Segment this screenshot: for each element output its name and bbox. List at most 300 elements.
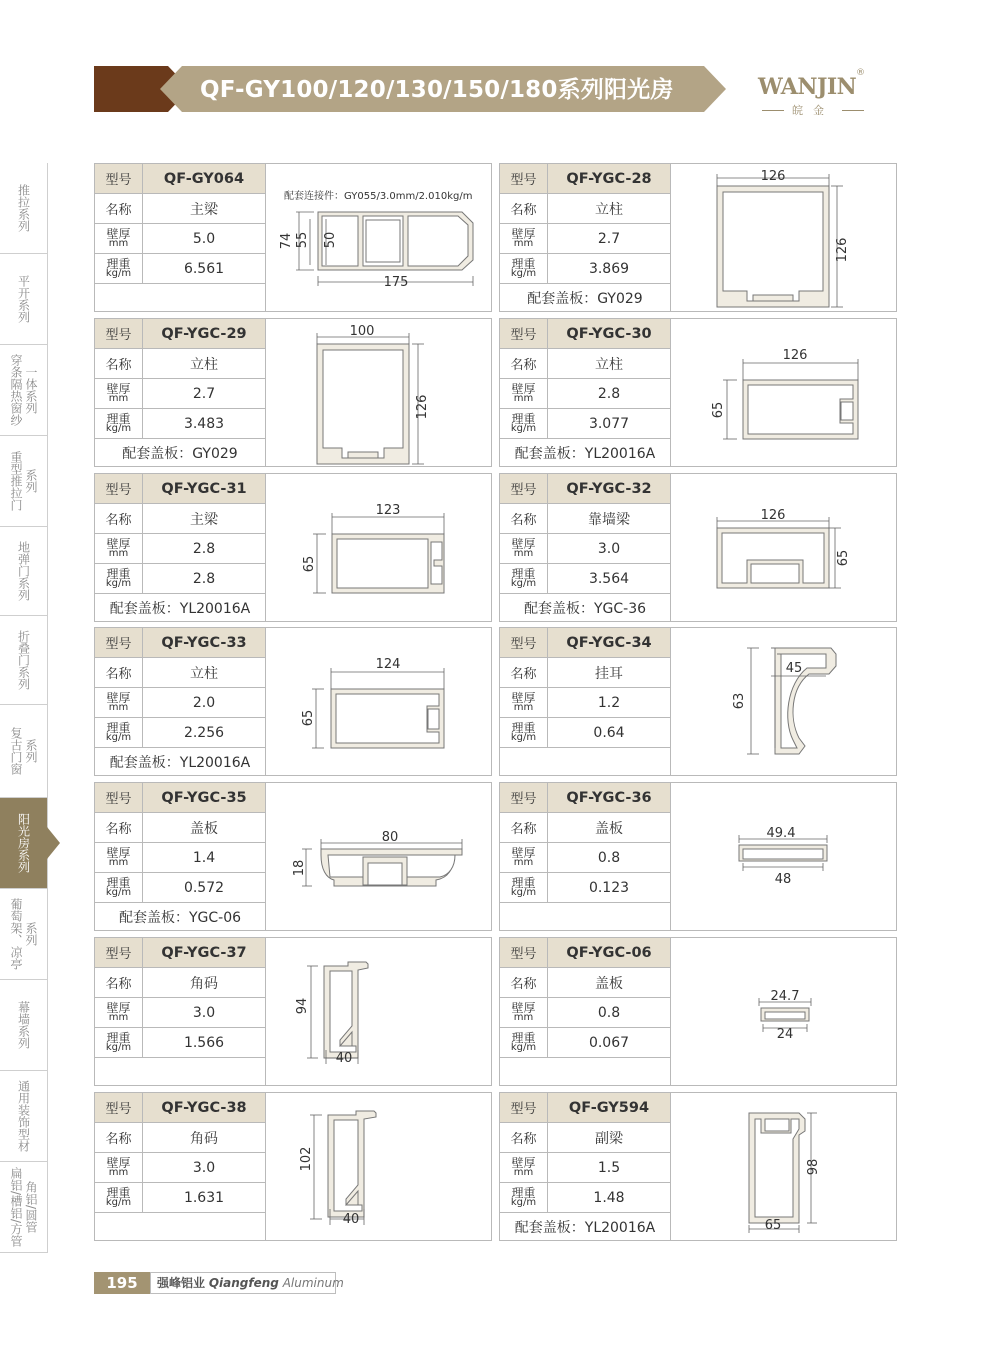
spec-key-wall — [95, 688, 143, 717]
dimension-label: 98 — [806, 1158, 821, 1176]
wall-unit: mm — [108, 702, 129, 713]
spec-row-wall — [95, 224, 265, 254]
product-name: 角码 — [190, 975, 218, 992]
spec-key-wall — [500, 688, 548, 717]
spec-key-weight — [95, 564, 143, 593]
dimension-label: 124 — [375, 657, 401, 672]
sidebar-tab-label: 扁铝/槽铝/方管 — [9, 1166, 23, 1248]
spec-row-wall — [95, 688, 265, 718]
spec-key-wall — [500, 843, 548, 872]
weight-unit: kg/m — [510, 1197, 537, 1208]
wall-label: 壁厚 — [106, 227, 131, 241]
model-number: QF-YGC-36 — [566, 789, 652, 806]
weight-label: 理重 — [511, 721, 536, 735]
spec-row-wall — [500, 224, 670, 254]
sidebar-tab-10[interactable] — [0, 1071, 47, 1162]
dimension-label: 126 — [760, 169, 786, 184]
product-name: 挂耳 — [595, 665, 623, 682]
product-card — [94, 163, 492, 312]
profile-cross-section — [266, 628, 491, 775]
wall-label: 壁厚 — [511, 1001, 536, 1015]
spec-row-model — [95, 1093, 265, 1123]
wall-label: 壁厚 — [511, 537, 536, 551]
spec-row-model — [500, 938, 670, 968]
weight-label: 理重 — [106, 257, 131, 271]
profile-drawing — [266, 474, 491, 621]
sidebar-tab-label: 角铝/圆管 — [24, 1180, 38, 1234]
weight-label: 理重 — [106, 567, 131, 581]
weight-label: 理重 — [106, 721, 131, 735]
wall-label: 壁厚 — [106, 1001, 131, 1015]
profile-drawing — [266, 1093, 491, 1240]
spec-row-name — [95, 813, 265, 843]
profile-drawing — [671, 938, 896, 1085]
spec-table — [500, 474, 671, 621]
spec-row-name — [95, 1123, 265, 1153]
spec-key-model: 型号 — [500, 319, 548, 348]
registered-mark: ® — [856, 68, 865, 78]
profile-drawing — [671, 783, 896, 930]
weight-unit: kg/m — [105, 1042, 132, 1053]
spec-row-wall — [95, 998, 265, 1028]
spec-table — [95, 1093, 266, 1240]
spec-row-weight — [500, 1028, 670, 1058]
spec-key-name: 名称 — [500, 968, 548, 997]
theoretical-weight: 2.256 — [183, 724, 225, 741]
dimension-label: 48 — [774, 872, 792, 887]
sidebar-tab-4[interactable] — [0, 527, 47, 616]
weight-unit: kg/m — [105, 578, 132, 589]
spec-row-weight — [500, 564, 670, 594]
dimension-label: 102 — [299, 1146, 314, 1172]
product-name: 立柱 — [190, 665, 218, 682]
profile-cross-section — [266, 474, 491, 621]
wall-thickness: 5.0 — [192, 230, 216, 247]
spec-key-wall — [95, 1153, 143, 1182]
weight-unit: kg/m — [510, 578, 537, 589]
theoretical-weight: 1.631 — [183, 1189, 225, 1206]
weight-unit: kg/m — [510, 268, 537, 279]
spec-row-weight — [500, 1183, 670, 1213]
matching-cover-note — [500, 1058, 670, 1085]
profile-cross-section — [671, 628, 896, 775]
spec-row-wall — [500, 1153, 670, 1183]
logo-subtext: 皖金 — [792, 104, 834, 117]
spec-table — [95, 164, 266, 311]
profile-cross-section — [671, 319, 896, 466]
spec-table — [500, 1093, 671, 1240]
profile-cross-section — [266, 783, 491, 930]
spec-row-weight — [95, 254, 265, 284]
spec-row-wall — [500, 998, 670, 1028]
dimension-label: 18 — [292, 859, 307, 877]
wall-unit: mm — [513, 857, 534, 868]
model-number: QF-YGC-29 — [161, 325, 247, 342]
product-name: 主梁 — [190, 201, 218, 218]
model-number: QF-YGC-37 — [161, 944, 247, 961]
dimension-label: 55 — [295, 231, 310, 249]
spec-row-weight — [500, 873, 670, 903]
model-number: QF-YGC-35 — [161, 789, 247, 806]
product-name: 靠墙梁 — [588, 511, 630, 528]
profile-drawing — [671, 628, 896, 775]
weight-label: 理重 — [511, 257, 536, 271]
dimension-label: 65 — [764, 1218, 782, 1233]
model-number: QF-GY594 — [568, 1099, 650, 1116]
model-number: QF-YGC-33 — [161, 634, 247, 651]
matching-cover-note: 配套盖板：YL20016A — [514, 445, 656, 462]
spec-key-name: 名称 — [95, 658, 143, 687]
spec-key-wall — [95, 224, 143, 253]
wall-label: 壁厚 — [511, 691, 536, 705]
wall-thickness: 2.8 — [192, 540, 216, 557]
product-card — [499, 163, 897, 312]
spec-key-model: 型号 — [500, 938, 548, 967]
spec-row-wall — [500, 688, 670, 718]
product-card — [499, 782, 897, 931]
product-card — [499, 627, 897, 776]
spec-key-weight — [95, 254, 143, 283]
spec-row-weight — [95, 564, 265, 594]
dimension-label: 24.7 — [770, 989, 800, 1004]
sidebar-tab-9[interactable] — [0, 980, 47, 1071]
spec-key-weight — [500, 1183, 548, 1212]
dimension-label: 175 — [383, 275, 409, 290]
spec-row-model — [95, 783, 265, 813]
weight-unit: kg/m — [510, 887, 537, 898]
sidebar-tab-label: 一体系列 — [24, 366, 38, 414]
model-number: QF-YGC-31 — [161, 480, 247, 497]
wall-thickness: 2.7 — [192, 385, 216, 402]
weight-label: 理重 — [106, 876, 131, 890]
sidebar-tab-label: 平开系列 — [16, 275, 31, 323]
dimension-label: 80 — [381, 830, 399, 845]
company-name-en-bold: Qiangfeng — [208, 1276, 279, 1290]
weight-unit: kg/m — [105, 732, 132, 743]
wall-label: 壁厚 — [106, 537, 131, 551]
sidebar-tab-5[interactable] — [0, 616, 47, 705]
wall-thickness: 3.0 — [192, 1159, 216, 1176]
product-name: 立柱 — [595, 201, 623, 218]
spec-key-model: 型号 — [95, 164, 143, 193]
company-name-en — [209, 1276, 344, 1290]
spec-key-weight — [95, 1028, 143, 1057]
profile-drawing — [266, 319, 491, 466]
spec-key-model: 型号 — [95, 783, 143, 812]
spec-table — [500, 783, 671, 930]
model-number: QF-YGC-28 — [566, 170, 652, 187]
wall-thickness: 1.4 — [192, 849, 216, 866]
spec-table — [95, 319, 266, 466]
spec-key-model: 型号 — [95, 474, 143, 503]
dimension-label: 40 — [335, 1051, 353, 1066]
wall-thickness: 1.5 — [597, 1159, 621, 1176]
spec-key-wall — [500, 534, 548, 563]
spec-key-model: 型号 — [95, 1093, 143, 1122]
sidebar-tab-label: 阳光房系列 — [16, 813, 31, 873]
spec-key-name: 名称 — [500, 813, 548, 842]
spec-row-name — [500, 813, 670, 843]
wall-unit: mm — [513, 238, 534, 249]
wall-thickness: 0.8 — [597, 849, 621, 866]
spec-row-wall — [95, 534, 265, 564]
product-card — [499, 937, 897, 1086]
spec-row-weight — [500, 409, 670, 439]
spec-key-model: 型号 — [500, 164, 548, 193]
spec-row-weight — [95, 873, 265, 903]
spec-key-name: 名称 — [500, 504, 548, 533]
weight-unit: kg/m — [105, 423, 132, 434]
spec-row-model — [95, 938, 265, 968]
wall-label: 壁厚 — [511, 227, 536, 241]
model-number: QF-YGC-34 — [566, 634, 652, 651]
sidebar-tab-label: 葡萄架、凉亭 — [9, 898, 23, 970]
spec-row-name — [95, 194, 265, 224]
profile-cross-section — [671, 1093, 896, 1240]
category-sidebar — [0, 163, 48, 1253]
theoretical-weight: 0.123 — [588, 879, 630, 896]
weight-label: 理重 — [106, 1031, 131, 1045]
profile-drawing — [671, 1093, 896, 1240]
spec-table — [95, 938, 266, 1085]
spec-key-wall — [500, 224, 548, 253]
model-number: QF-YGC-06 — [566, 944, 652, 961]
page-number: 195 — [94, 1272, 150, 1294]
dimension-label: 126 — [835, 237, 850, 263]
wall-unit: mm — [513, 393, 534, 404]
dimension-label: 123 — [375, 503, 401, 518]
spec-key-name: 名称 — [95, 194, 143, 223]
company-name: 强峰铝业 — [157, 1276, 206, 1290]
wall-thickness: 3.0 — [192, 1004, 216, 1021]
dimension-label: 65 — [301, 709, 316, 727]
profile-cross-section — [671, 938, 896, 1085]
weight-label: 理重 — [106, 412, 131, 426]
dimension-label: 126 — [760, 508, 786, 523]
wall-unit: mm — [108, 238, 129, 249]
profile-drawing — [266, 938, 491, 1085]
dimension-label: 50 — [323, 231, 338, 249]
spec-row-name — [500, 968, 670, 998]
profile-cross-section — [671, 474, 896, 621]
wall-unit: mm — [108, 1167, 129, 1178]
product-name: 立柱 — [190, 356, 218, 373]
weight-unit: kg/m — [105, 1197, 132, 1208]
spec-row-name — [500, 1123, 670, 1153]
spec-row-wall — [95, 843, 265, 873]
connector-note: 配套连接件：GY055/3.0mm/2.010kg/m — [284, 191, 473, 202]
spec-row-model — [500, 319, 670, 349]
wall-unit: mm — [513, 702, 534, 713]
wall-thickness: 2.7 — [597, 230, 621, 247]
spec-key-name: 名称 — [95, 1123, 143, 1152]
dimension-label: 49.4 — [766, 826, 796, 841]
matching-cover-note: 配套盖板：YGC-36 — [523, 600, 647, 617]
page-title: QF-GY100/120/130/150/180系列阳光房 — [200, 77, 674, 103]
sidebar-tab-label: 系列 — [24, 469, 38, 493]
spec-key-weight — [95, 409, 143, 438]
matching-cover-note: 配套盖板：YL20016A — [109, 754, 251, 771]
spec-row-model — [95, 164, 265, 194]
dimension-label: 65 — [302, 555, 317, 573]
sidebar-tab-label: 地弹门系列 — [16, 541, 31, 601]
model-number: QF-YGC-30 — [566, 325, 652, 342]
sidebar-tab-label: 系列 — [24, 922, 38, 946]
dimension-label: 65 — [711, 401, 726, 419]
wall-label: 壁厚 — [106, 691, 131, 705]
spec-key-wall — [500, 1153, 548, 1182]
spec-key-name: 名称 — [500, 194, 548, 223]
spec-row-model — [500, 1093, 670, 1123]
theoretical-weight: 3.483 — [183, 415, 225, 432]
product-name: 角码 — [190, 1130, 218, 1147]
spec-table — [95, 474, 266, 621]
spec-key-wall — [95, 843, 143, 872]
profile-drawing — [266, 628, 491, 775]
weight-label: 理重 — [511, 567, 536, 581]
matching-cover-note: 配套盖板：YL20016A — [109, 600, 251, 617]
product-name: 盖板 — [190, 820, 218, 837]
spec-row-name — [95, 349, 265, 379]
spec-row-weight — [95, 1183, 265, 1213]
dimension-label: 94 — [295, 997, 310, 1015]
dimension-label: 45 — [785, 661, 803, 676]
spec-key-wall — [95, 534, 143, 563]
spec-key-name: 名称 — [95, 504, 143, 533]
matching-cover-note: 配套盖板：YGC-06 — [118, 909, 242, 926]
profile-drawing — [671, 164, 896, 311]
spec-key-name: 名称 — [500, 349, 548, 378]
spec-key-weight — [95, 718, 143, 747]
spec-row-weight — [500, 718, 670, 748]
spec-row-model — [95, 474, 265, 504]
sidebar-tab-2[interactable] — [0, 345, 47, 436]
weight-label: 理重 — [511, 1186, 536, 1200]
wall-label: 壁厚 — [511, 846, 536, 860]
spec-row-wall — [500, 379, 670, 409]
sidebar-tab-label: 复古门窗 — [9, 727, 23, 775]
dimension-label: 74 — [279, 232, 294, 250]
spec-key-weight — [500, 564, 548, 593]
sidebar-tab-6[interactable] — [0, 705, 47, 798]
header-accent-block — [94, 66, 168, 112]
company-footer — [150, 1272, 344, 1294]
product-card — [94, 318, 492, 467]
weight-unit: kg/m — [105, 268, 132, 279]
product-card — [94, 1092, 492, 1241]
sidebar-tab-label: 穿条隔热窗纱 — [9, 354, 23, 426]
spec-key-model: 型号 — [95, 628, 143, 657]
profile-drawing — [266, 783, 491, 930]
sidebar-tab-11[interactable] — [0, 1162, 47, 1253]
wall-label: 壁厚 — [511, 382, 536, 396]
matching-cover-note — [95, 1058, 265, 1085]
weight-label: 理重 — [511, 876, 536, 890]
profile-cross-section — [266, 1093, 491, 1240]
product-card — [94, 782, 492, 931]
spec-row-model — [500, 164, 670, 194]
profile-cross-section — [266, 319, 491, 466]
profile-drawing — [671, 474, 896, 621]
profile-drawing — [266, 164, 491, 311]
wall-unit: mm — [108, 1012, 129, 1023]
product-name: 主梁 — [190, 511, 218, 528]
weight-unit: kg/m — [105, 887, 132, 898]
product-card — [94, 627, 492, 776]
wall-unit: mm — [513, 1012, 534, 1023]
spec-key-model: 型号 — [500, 783, 548, 812]
product-card — [94, 937, 492, 1086]
wall-thickness: 2.0 — [192, 694, 216, 711]
spec-row-weight — [95, 409, 265, 439]
logo-rule-right — [842, 110, 864, 111]
wall-thickness: 2.8 — [597, 385, 621, 402]
wall-thickness: 1.2 — [597, 694, 621, 711]
sidebar-tab-label: 系列 — [24, 739, 38, 763]
theoretical-weight: 0.64 — [593, 724, 625, 741]
dimension-label: 24 — [776, 1027, 794, 1042]
sidebar-tab-3[interactable] — [0, 436, 47, 527]
spec-key-wall — [95, 998, 143, 1027]
product-name: 盖板 — [595, 975, 623, 992]
spec-key-weight — [95, 873, 143, 902]
spec-table — [500, 628, 671, 775]
model-number: QF-GY064 — [163, 170, 245, 187]
profile-cross-section — [671, 164, 896, 311]
sidebar-tab-0[interactable] — [0, 163, 47, 254]
company-name-en-light: Aluminum — [282, 1276, 344, 1290]
spec-key-name: 名称 — [500, 658, 548, 687]
matching-cover-note — [500, 903, 670, 930]
sidebar-tab-label: 幕墙系列 — [16, 1001, 31, 1049]
dimension-label: 63 — [732, 692, 747, 710]
spec-row-name — [95, 504, 265, 534]
spec-key-weight — [500, 409, 548, 438]
model-number: QF-YGC-32 — [566, 480, 652, 497]
wall-unit: mm — [108, 393, 129, 404]
wall-label: 壁厚 — [106, 846, 131, 860]
spec-row-wall — [95, 379, 265, 409]
matching-cover-note: 配套盖板：GY029 — [122, 445, 238, 462]
product-card — [499, 1092, 897, 1241]
spec-row-name — [500, 504, 670, 534]
profile-drawing — [671, 319, 896, 466]
spec-table — [95, 628, 266, 775]
wall-thickness: 0.8 — [597, 1004, 621, 1021]
spec-key-name: 名称 — [95, 968, 143, 997]
spec-row-model — [500, 783, 670, 813]
matching-cover-note: 配套盖板：YL20016A — [514, 1219, 656, 1236]
theoretical-weight: 6.561 — [183, 260, 225, 277]
spec-key-model: 型号 — [95, 319, 143, 348]
wall-label: 壁厚 — [106, 382, 131, 396]
spec-key-name: 名称 — [500, 1123, 548, 1152]
sidebar-tab-7[interactable] — [0, 798, 47, 889]
spec-row-model — [95, 319, 265, 349]
sidebar-tab-label: 重型推拉门 — [9, 451, 23, 511]
spec-key-wall — [500, 998, 548, 1027]
spec-row-model — [500, 628, 670, 658]
spec-row-wall — [500, 534, 670, 564]
weight-label: 理重 — [511, 1031, 536, 1045]
wall-unit: mm — [108, 857, 129, 868]
spec-key-name: 名称 — [95, 813, 143, 842]
theoretical-weight: 3.869 — [588, 260, 630, 277]
sidebar-tab-1[interactable] — [0, 254, 47, 345]
spec-key-weight — [500, 718, 548, 747]
spec-table — [500, 319, 671, 466]
sidebar-tab-8[interactable] — [0, 889, 47, 980]
